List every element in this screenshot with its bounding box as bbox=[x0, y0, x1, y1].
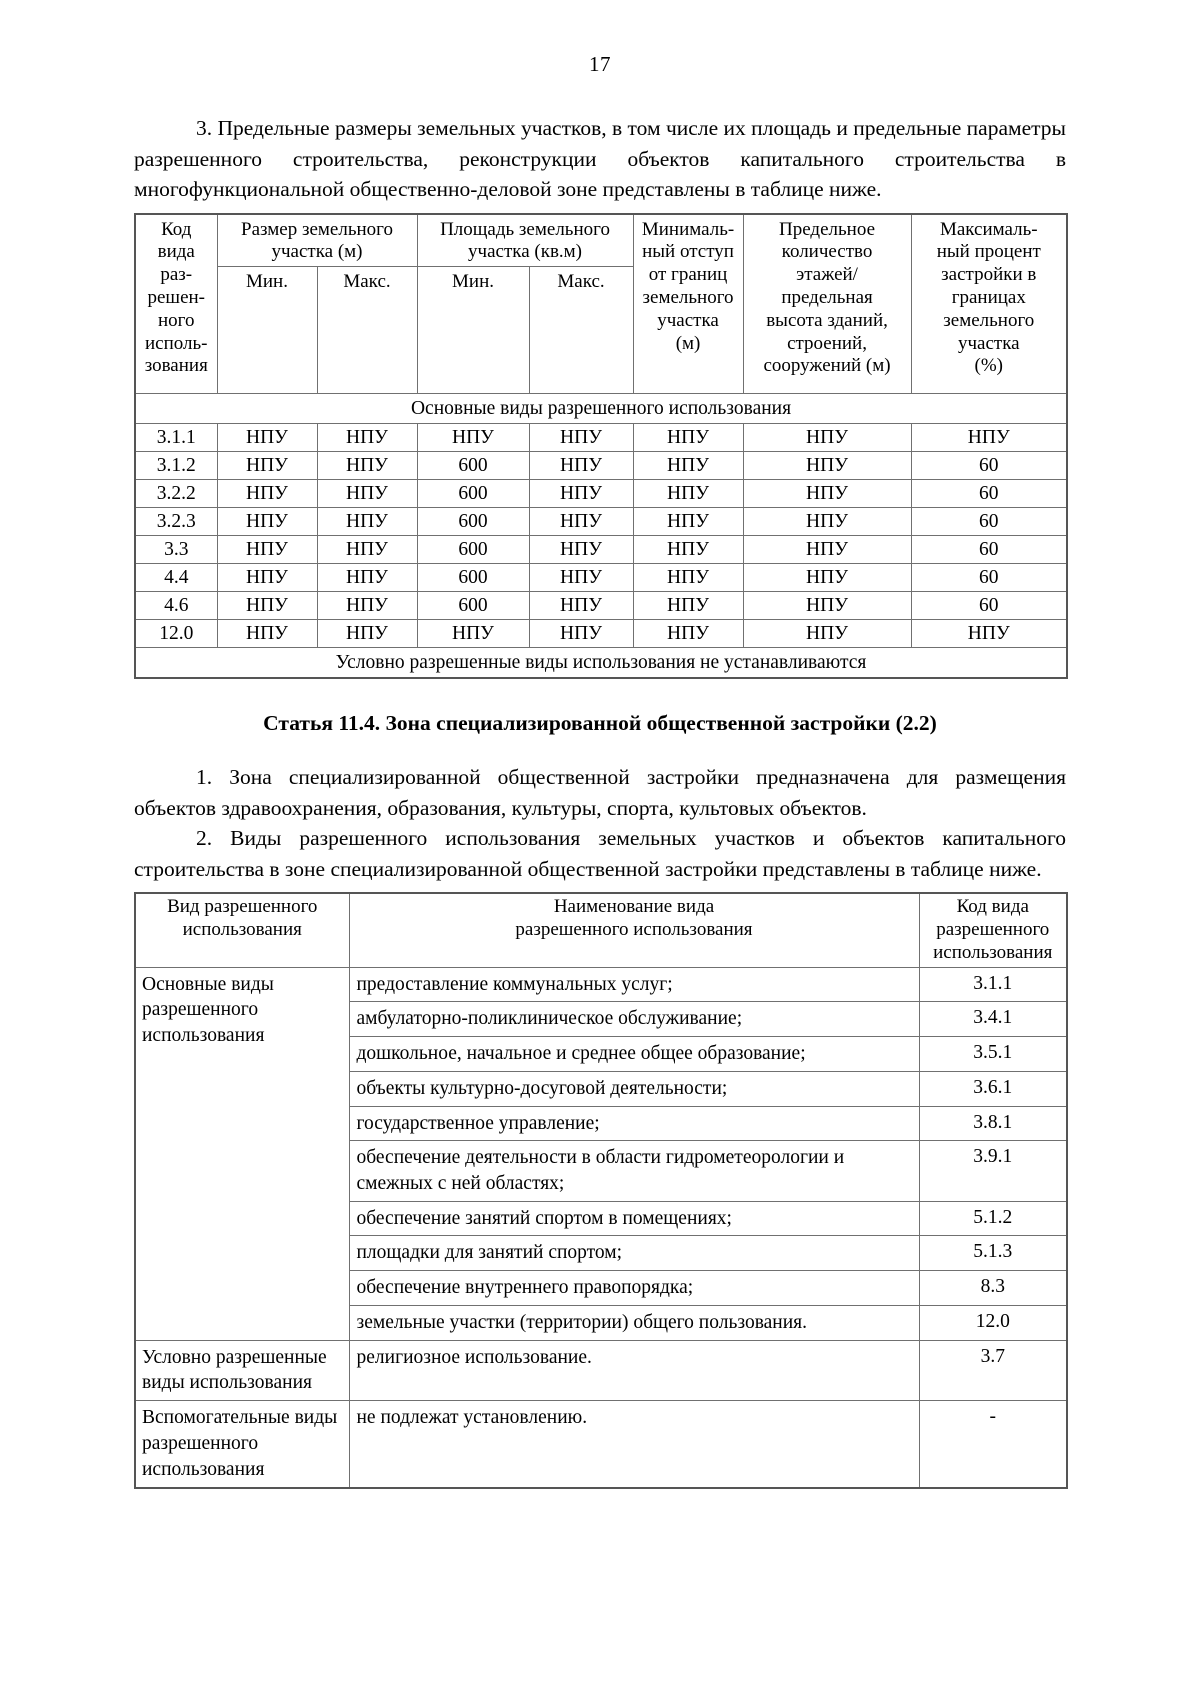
table1-cell-floors: НПУ bbox=[743, 620, 911, 648]
table1-cell-size_min: НПУ bbox=[217, 424, 317, 452]
table1-cell-area_min: 600 bbox=[417, 592, 529, 620]
table1-cell-size_min: НПУ bbox=[217, 480, 317, 508]
table1-cell-area_min: 600 bbox=[417, 564, 529, 592]
table1-cell-code: 4.4 bbox=[135, 564, 217, 592]
table2-cell-code: 3.8.1 bbox=[919, 1106, 1067, 1141]
table2-body bbox=[135, 967, 1067, 1488]
table1-cell-coverage: 60 bbox=[911, 452, 1067, 480]
table1-cell-coverage: НПУ bbox=[911, 424, 1067, 452]
table-row bbox=[135, 620, 1067, 648]
table2-cell-name: не подлежат установлению. bbox=[349, 1401, 919, 1489]
table1-cell-floors: НПУ bbox=[743, 424, 911, 452]
table-row bbox=[135, 1340, 1067, 1400]
table1-cell-area_min: 600 bbox=[417, 536, 529, 564]
article-heading: Статья 11.4. Зона специализированной общественной застройки (2.2) bbox=[263, 711, 937, 736]
table1-cell-code: 3.1.1 bbox=[135, 424, 217, 452]
table1-cell-area_max: НПУ bbox=[529, 508, 633, 536]
table1-cell-area_min: НПУ bbox=[417, 424, 529, 452]
table1-footer-row bbox=[135, 648, 1067, 679]
table1-header-area-group: Площадь земельного участка (кв.м) bbox=[417, 214, 633, 267]
table1-cell-setback: НПУ bbox=[633, 508, 743, 536]
table2-cell-code: 3.5.1 bbox=[919, 1037, 1067, 1072]
table1-cell-floors: НПУ bbox=[743, 452, 911, 480]
table1-cell-code: 4.6 bbox=[135, 592, 217, 620]
table2-cell-code: - bbox=[919, 1401, 1067, 1489]
table2-cell-code: 12.0 bbox=[919, 1305, 1067, 1340]
table2-cell-name: площадки для занятий спортом; bbox=[349, 1236, 919, 1271]
table1-cell-size_min: НПУ bbox=[217, 508, 317, 536]
table1-cell-size_max: НПУ bbox=[317, 620, 417, 648]
table2-cell-group: Условно разрешенные виды использования bbox=[135, 1340, 349, 1400]
table-row bbox=[135, 536, 1067, 564]
table1-footer-label: Условно разрешенные виды использования не устанавливаются bbox=[135, 648, 1067, 679]
table2-cell-group: Вспомогательные виды разрешенного использования bbox=[135, 1401, 349, 1489]
table1-cell-area_min: 600 bbox=[417, 508, 529, 536]
table1-cell-area_min: 600 bbox=[417, 452, 529, 480]
table2-cell-code: 3.9.1 bbox=[919, 1141, 1067, 1201]
table1-cell-setback: НПУ bbox=[633, 424, 743, 452]
table1-cell-coverage: 60 bbox=[911, 480, 1067, 508]
table1-cell-area_max: НПУ bbox=[529, 424, 633, 452]
table1-header-area-max: Макс. bbox=[529, 267, 633, 394]
table1-cell-area_max: НПУ bbox=[529, 536, 633, 564]
table2-cell-code: 3.6.1 bbox=[919, 1071, 1067, 1106]
table1-cell-setback: НПУ bbox=[633, 452, 743, 480]
table1-cell-setback: НПУ bbox=[633, 564, 743, 592]
table1-header-setback: Минималь- ный отступ от границ земельного участка (м) bbox=[633, 214, 743, 394]
table2-cell-code: 5.1.3 bbox=[919, 1236, 1067, 1271]
table2-cell-name: земельные участки (территории) общего пользования. bbox=[349, 1305, 919, 1340]
table1-cell-size_min: НПУ bbox=[217, 592, 317, 620]
table-row bbox=[135, 967, 1067, 1002]
table2-header-kind: Вид разрешенного использования bbox=[135, 893, 349, 967]
table1-header-size-max: Макс. bbox=[317, 267, 417, 394]
table2-cell-name: объекты культурно-досуговой деятельности; bbox=[349, 1071, 919, 1106]
table2-cell-name: обеспечение внутреннего правопорядка; bbox=[349, 1271, 919, 1306]
table1-cell-size_max: НПУ bbox=[317, 480, 417, 508]
table1-header-size-min: Мин. bbox=[217, 267, 317, 394]
table2-header-code: Код вида разрешенного использования bbox=[919, 893, 1067, 967]
table1-cell-area_max: НПУ bbox=[529, 452, 633, 480]
table-row bbox=[135, 452, 1067, 480]
table1-cell-size_max: НПУ bbox=[317, 564, 417, 592]
table1-cell-size_min: НПУ bbox=[217, 536, 317, 564]
table2-cell-code: 5.1.2 bbox=[919, 1201, 1067, 1236]
table1-header-size-group: Размер земельного участка (м) bbox=[217, 214, 417, 267]
table-row bbox=[135, 592, 1067, 620]
table2-cell-name: предоставление коммунальных услуг; bbox=[349, 967, 919, 1002]
table1-cell-setback: НПУ bbox=[633, 480, 743, 508]
paragraph-3: 3. Предельные размеры земельных участков, в том числе их площадь и предельные параметры разрешенного строительства, реконструкции объектов капитального строительства в многофункциональной общественно-деловой зоне представлены в таблице ниже. bbox=[134, 116, 1066, 202]
table1-cell-area_min: НПУ bbox=[417, 620, 529, 648]
table1-header-area-min: Мин. bbox=[417, 267, 529, 394]
table1-cell-setback: НПУ bbox=[633, 592, 743, 620]
table-row bbox=[135, 564, 1067, 592]
table-row bbox=[135, 1401, 1067, 1489]
table1-cell-size_min: НПУ bbox=[217, 620, 317, 648]
table1-cell-size_max: НПУ bbox=[317, 508, 417, 536]
table1-cell-area_max: НПУ bbox=[529, 480, 633, 508]
table1-cell-coverage: 60 bbox=[911, 564, 1067, 592]
table-row bbox=[135, 424, 1067, 452]
paragraph-1: 1. Зона специализированной общественной застройки предназначена для размещения объектов здравоохранения, образования, культуры, спорта, культовых объектов. bbox=[134, 765, 1066, 820]
table1-header-row-1 bbox=[135, 214, 1067, 267]
table1-header-coverage: Максималь- ный процент застройки в границах земельного участка (%) bbox=[911, 214, 1067, 394]
table1-cell-size_max: НПУ bbox=[317, 592, 417, 620]
table-permitted-uses bbox=[134, 892, 1068, 1489]
table1-cell-floors: НПУ bbox=[743, 592, 911, 620]
table1-cell-code: 3.3 bbox=[135, 536, 217, 564]
table1-section-row bbox=[135, 394, 1067, 424]
table1-cell-setback: НПУ bbox=[633, 620, 743, 648]
page-content bbox=[134, 77, 1066, 1489]
table2-cell-name: амбулаторно-поликлиническое обслуживание; bbox=[349, 1002, 919, 1037]
table1-section-label: Основные виды разрешенного использования bbox=[135, 394, 1067, 424]
table1-cell-code: 3.2.2 bbox=[135, 480, 217, 508]
table2-header-name: Наименование вида разрешенного использования bbox=[349, 893, 919, 967]
table1-cell-size_min: НПУ bbox=[217, 452, 317, 480]
table1-cell-code: 12.0 bbox=[135, 620, 217, 648]
table1-cell-floors: НПУ bbox=[743, 564, 911, 592]
table2-cell-group: Основные виды разрешенного использования bbox=[135, 967, 349, 1340]
table-row bbox=[135, 480, 1067, 508]
table1-cell-size_max: НПУ bbox=[317, 536, 417, 564]
page-number: 17 bbox=[589, 52, 611, 76]
table1-cell-coverage: 60 bbox=[911, 508, 1067, 536]
table1-cell-coverage: 60 bbox=[911, 536, 1067, 564]
table2-cell-name: обеспечение занятий спортом в помещениях; bbox=[349, 1201, 919, 1236]
table1-cell-area_max: НПУ bbox=[529, 592, 633, 620]
table1-cell-size_max: НПУ bbox=[317, 424, 417, 452]
table1-header-floors: Предельное количество этажей/ предельная высота зданий, строений, сооружений (м) bbox=[743, 214, 911, 394]
table-row bbox=[135, 508, 1067, 536]
table1-cell-area_max: НПУ bbox=[529, 620, 633, 648]
table2-cell-name: обеспечение деятельности в области гидрометеорологии и смежных с ней областях; bbox=[349, 1141, 919, 1201]
table1-cell-floors: НПУ bbox=[743, 480, 911, 508]
table1-cell-size_min: НПУ bbox=[217, 564, 317, 592]
table2-cell-name: дошкольное, начальное и среднее общее образование; bbox=[349, 1037, 919, 1072]
table2-cell-code: 8.3 bbox=[919, 1271, 1067, 1306]
table1-cell-code: 3.1.2 bbox=[135, 452, 217, 480]
paragraph-2: 2. Виды разрешенного использования земельных участков и объектов капитального строительства в зоне специализированной общественной застройки представлены в таблице ниже. bbox=[134, 826, 1066, 881]
table1-header-code: Код вида раз- решен- ного исполь- зования bbox=[135, 214, 217, 394]
table2-cell-code: 3.1.1 bbox=[919, 967, 1067, 1002]
table2-cell-name: религиозное использование. bbox=[349, 1340, 919, 1400]
table2-cell-name: государственное управление; bbox=[349, 1106, 919, 1141]
table1-body bbox=[135, 394, 1067, 679]
table2-cell-code: 3.4.1 bbox=[919, 1002, 1067, 1037]
table1-cell-area_min: 600 bbox=[417, 480, 529, 508]
table1-cell-code: 3.2.3 bbox=[135, 508, 217, 536]
table1-cell-size_max: НПУ bbox=[317, 452, 417, 480]
table1-cell-coverage: НПУ bbox=[911, 620, 1067, 648]
table-limits-parameters bbox=[134, 213, 1068, 680]
table1-cell-setback: НПУ bbox=[633, 536, 743, 564]
table1-cell-coverage: 60 bbox=[911, 592, 1067, 620]
table1-cell-area_max: НПУ bbox=[529, 564, 633, 592]
table2-cell-code: 3.7 bbox=[919, 1340, 1067, 1400]
table2-header-row bbox=[135, 893, 1067, 967]
table1-cell-floors: НПУ bbox=[743, 508, 911, 536]
table1-cell-floors: НПУ bbox=[743, 536, 911, 564]
